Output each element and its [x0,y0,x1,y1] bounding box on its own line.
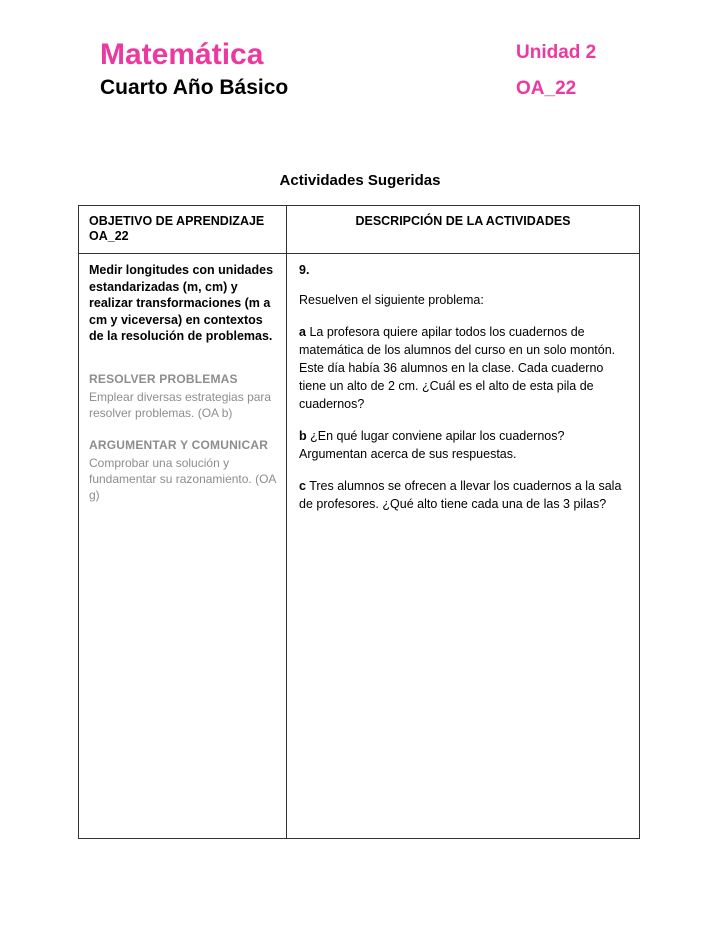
table-header-row [79,206,639,254]
table-header-objective-line2: OA_22 [89,229,129,243]
skill-title-argumentar-comunicar: ARGUMENTAR Y COMUNICAR [89,437,269,452]
section-title: Actividades Sugeridas [279,172,441,189]
skill-title-resolver-problemas: RESOLVER PROBLEMAS [89,371,238,386]
objective-cell [79,254,287,838]
activity-item-c [299,477,627,513]
activity-item-c-text: Tres alumnos se ofrecen a llevar los cuadernos a la sala de profesores. ¿Qué alto tiene cada una de las 3 pilas? [299,479,622,511]
activities-table [78,205,640,839]
skill-text-argumentar-comunicar: Comprobar una solución y fundamentar su razonamiento. (OA g) [89,455,276,502]
activity-item-a-text: La profesora quiere apilar todos los cuadernos de matemática de los alumnos del curso en un solo montón. Este día había 36 alumnos en la clase. Cada cuaderno tiene un alto de 2 cm. ¿Cuál es el alto de esta pila de cuadernos? [299,325,616,411]
activity-number: 9. [299,263,310,277]
activity-item-b-label: b [299,429,307,443]
activity-item-a-label: a [299,325,306,339]
activity-cell [287,254,639,838]
activity-intro: Resuelven el siguiente problema: [299,293,484,307]
oa-code-label: OA_22 [516,78,577,99]
table-header-objective-line1: OBJETIVO DE APRENDIZAJE [89,214,265,228]
activity-item-b [299,427,627,463]
table-header-description-label: DESCRIPCIÓN DE LA ACTIVIDADES [355,214,571,228]
skill-text-resolver-problemas: Emplear diversas estrategias para resolver problemas. (OA b) [89,389,272,420]
activity-item-a [299,323,627,413]
table-header-objective-cell [79,206,287,254]
document-header [0,38,720,118]
unit-label: Unidad 2 [516,42,597,63]
subject-title: Matemática [100,38,264,71]
table-header-description-cell [287,206,639,254]
activity-item-c-label: c [299,479,306,493]
objective-description: Medir longitudes con unidades estandarizadas (m, cm) y realizar transformaciones (m a cm y viceversa) en contextos de la resolución de problemas. [89,263,274,343]
table-body-row [79,254,639,838]
activity-item-b-text: ¿En qué lugar conviene apilar los cuadernos? Argumentan acerca de sus respuestas. [299,429,565,461]
grade-title: Cuarto Año Básico [100,76,289,99]
